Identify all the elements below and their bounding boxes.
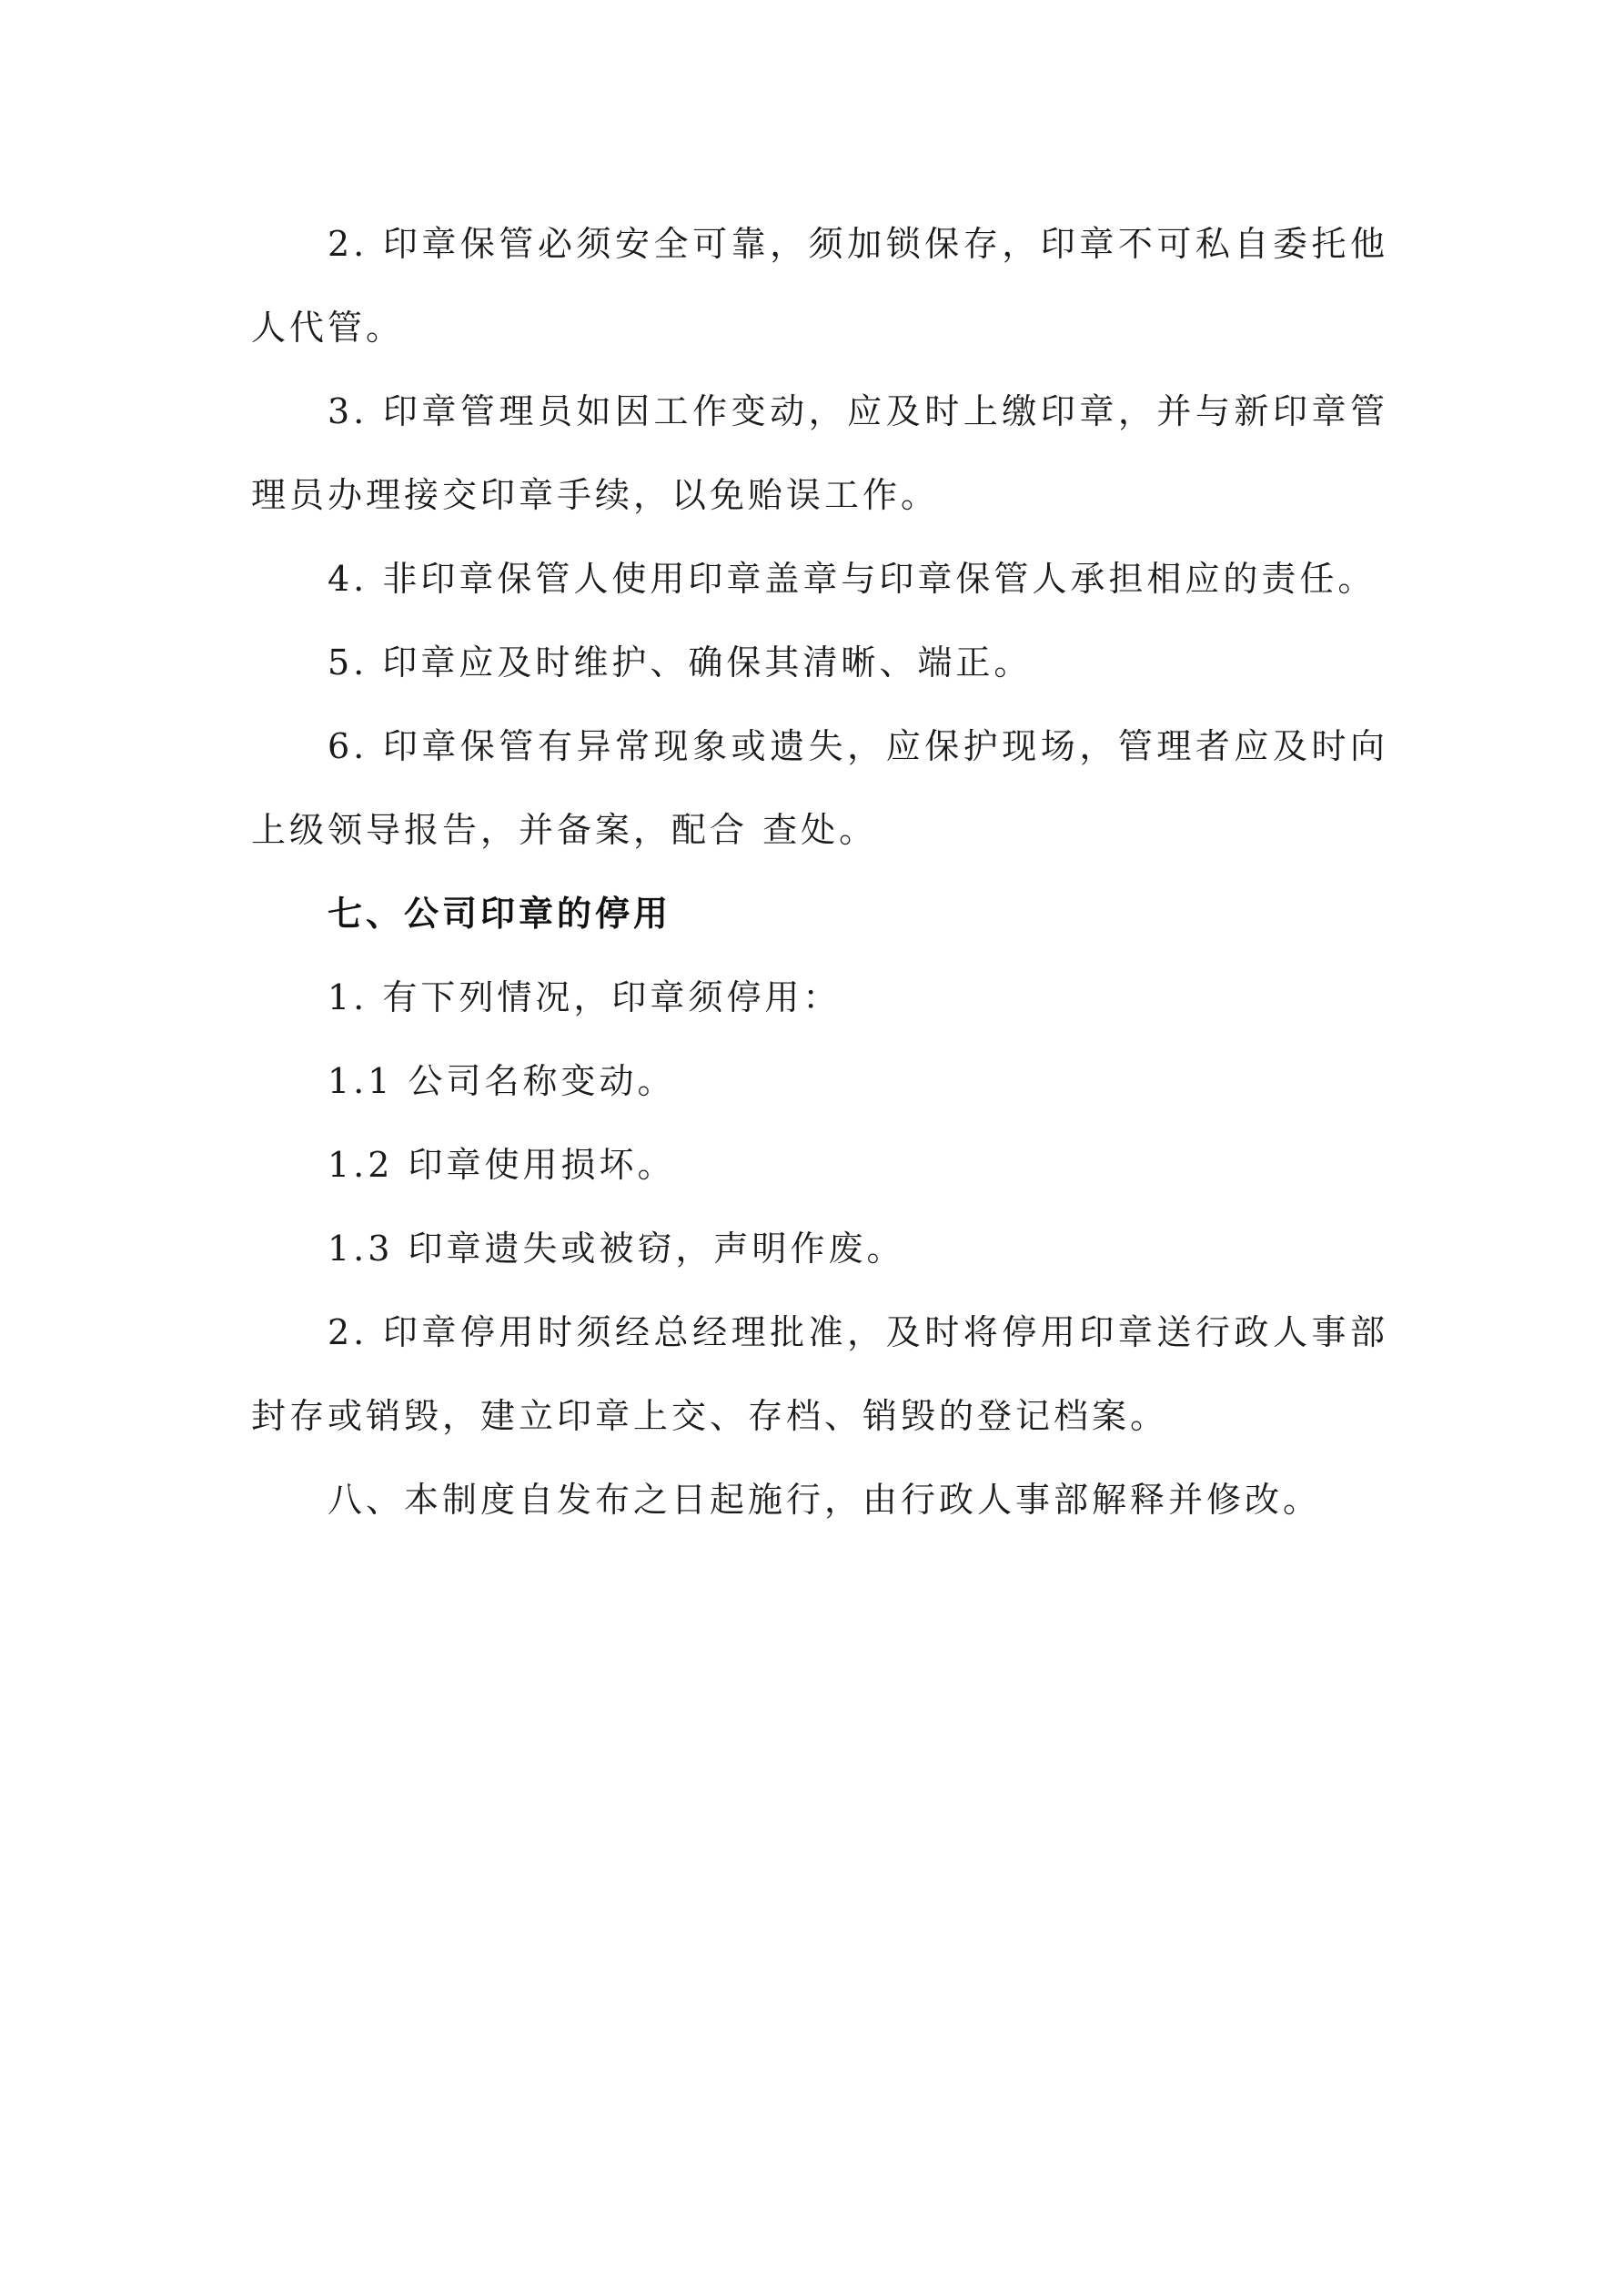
paragraph-seal-loss-report: 6. 印章保管有异常现象或遗失，应保护现场，管理者应及时向上级领导报告，并备案，配合 查处。 [251,726,1388,850]
document-body [251,202,1388,1542]
paragraph-condition-damage: 1.2 印章使用损坏。 [328,1145,676,1185]
section-heading-seal-deactivation: 七、公司印章的停用 [328,894,672,934]
paragraph-deactivation-approval: 2. 印章停用时须经总经理批准，及时将停用印章送行政人事部封存或销毁，建立印章上交、存档、销毁的登记档案。 [251,1312,1388,1436]
paragraph-seal-handover: 3. 印章管理员如因工作变动，应及时上缴印章，并与新印章管理员办理接交印章手续，以免贻误工作。 [251,391,1388,515]
paragraph-seal-storage: 2. 印章保管必须安全可靠，须加锁保存，印章不可私自委托他人代管。 [251,224,1388,348]
paragraph-seal-maintenance: 5. 印章应及时维护、确保其清晰、端正。 [328,642,1033,683]
paragraph-effective-date: 八、本制度自发布之日起施行，由行政人事部解释并修改。 [328,1480,1322,1520]
paragraph-condition-name-change: 1.1 公司名称变动。 [328,1061,676,1101]
paragraph-condition-lost-stolen: 1.3 印章遗失或被窃，声明作废。 [328,1229,905,1269]
paragraph-seal-responsibility: 4. 非印章保管人使用印章盖章与印章保管人承担相应的责任。 [328,559,1377,599]
paragraph-deactivation-conditions: 1. 有下列情况，印章须停用： [328,977,842,1017]
